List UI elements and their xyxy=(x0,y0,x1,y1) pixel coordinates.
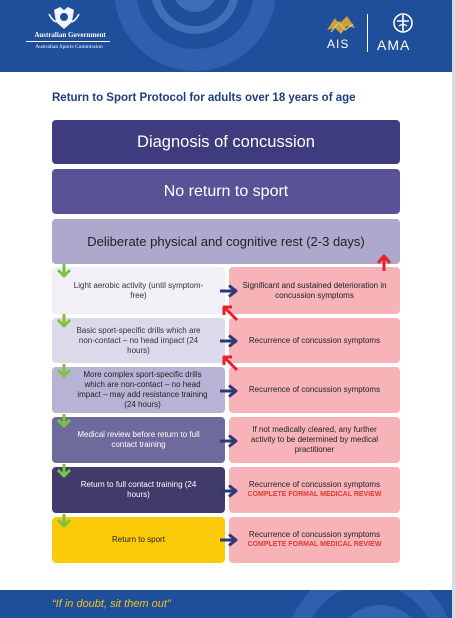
header-banner xyxy=(0,0,452,72)
navy-right-arrow-icon xyxy=(219,334,239,348)
ais-logo-icon xyxy=(325,14,357,38)
green-down-arrow-icon xyxy=(56,263,72,279)
red-up-left-arrow-icon xyxy=(221,354,239,372)
green-down-arrow-icon xyxy=(56,313,72,329)
navy-right-arrow-icon xyxy=(219,533,239,547)
step-4: Medical review before return to full contact training xyxy=(52,417,225,463)
outcome-text: Recurrence of concussion symptoms xyxy=(248,335,381,345)
ama-logo-icon xyxy=(393,12,413,34)
navy-right-arrow-icon xyxy=(219,434,239,448)
header-divider xyxy=(367,14,368,52)
stage-rest: Deliberate physical and cognitive rest (2-3 days) xyxy=(52,219,400,264)
outcome-5 xyxy=(229,467,400,513)
step-5: Return to full contact training (24 hours) xyxy=(52,467,225,513)
ama-wordmark: AMA xyxy=(377,37,411,53)
navy-right-arrow-icon xyxy=(219,284,239,298)
green-down-arrow-icon xyxy=(56,463,72,479)
government-name: Australian Government xyxy=(34,31,106,39)
stage-diagnosis: Diagnosis of concussion xyxy=(52,120,400,164)
government-rule xyxy=(26,41,110,42)
green-down-arrow-icon xyxy=(56,363,72,379)
red-up-left-arrow-icon xyxy=(221,304,239,322)
step-6: Return to sport xyxy=(52,517,225,563)
navy-right-arrow-icon xyxy=(219,384,239,398)
step-1: Light aerobic activity (until symptom-free) xyxy=(52,267,225,314)
outcome-text: Recurrence of concussion symptoms xyxy=(248,480,381,490)
outcome-text: Recurrence of concussion symptoms xyxy=(248,385,381,394)
outcome-text: Significant and sustained deterioration in concussion symptoms xyxy=(242,280,387,300)
outcome-alert: COMPLETE FORMAL MEDICAL REVIEW xyxy=(247,491,382,499)
outcome-6 xyxy=(229,517,400,563)
outcome-text: If not medically cleared, any further activity to be determined by medical practitioner xyxy=(250,425,379,454)
ais-wordmark: AIS xyxy=(327,37,350,51)
step-2: Basic sport-specific drills which are non-contact – no head impact (24 hours) xyxy=(52,318,225,363)
red-up-arrow-icon xyxy=(376,254,392,272)
outcome-1 xyxy=(229,267,400,314)
commission-name: Australian Sports Commission xyxy=(35,44,103,50)
green-down-arrow-icon xyxy=(56,413,72,429)
step-3: More complex sport-specific drills which are non-contact – no head impact – may add resistance training (24 hours) xyxy=(52,367,225,413)
outcome-text: Recurrence of concussion symptoms xyxy=(248,530,381,540)
stage-no-return: No return to sport xyxy=(52,169,400,214)
footer-motto: “If in doubt, sit them out” xyxy=(52,598,171,610)
page-title: Return to Sport Protocol for adults over 18 years of age xyxy=(52,92,356,104)
outcome-alert: COMPLETE FORMAL MEDICAL REVIEW xyxy=(247,541,382,549)
crest-icon xyxy=(48,4,80,32)
navy-right-arrow-icon xyxy=(219,484,239,498)
outcome-2 xyxy=(229,318,400,363)
green-down-arrow-icon xyxy=(56,513,72,529)
outcome-4 xyxy=(229,417,400,463)
outcome-3 xyxy=(229,367,400,413)
